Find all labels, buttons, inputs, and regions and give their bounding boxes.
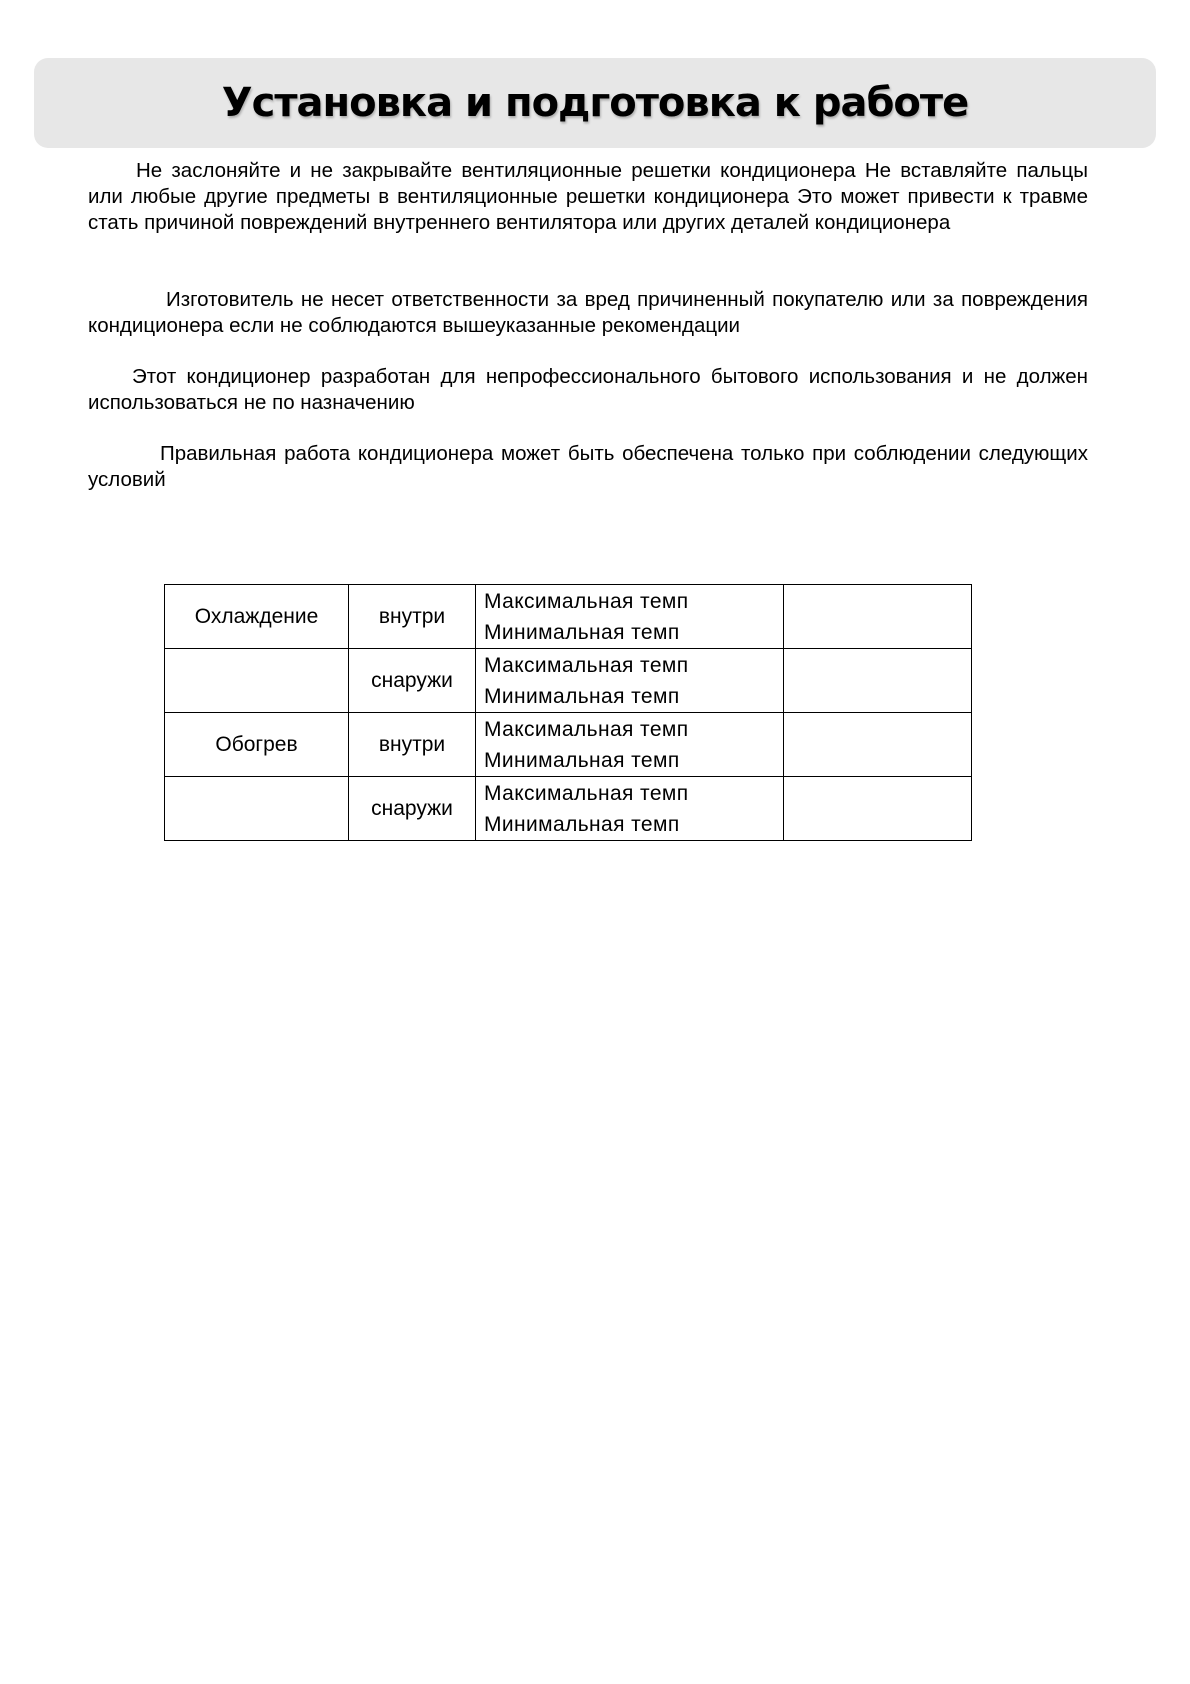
location-cell: снаружи bbox=[349, 649, 476, 713]
table-row bbox=[165, 649, 972, 713]
title-banner bbox=[34, 58, 1156, 148]
max-temp-label: Максимальная темп bbox=[484, 717, 689, 741]
min-temp-label: Минимальная темп bbox=[484, 620, 680, 644]
table-row bbox=[165, 713, 972, 777]
paragraph-ventilation-warning: Не заслоняйте и не закрывайте вентиляционные решетки кондиционера Не вставляйте пальцы или любые другие предметы в вентиляционные решетки кондиционера Это может привести к травме стать причиной повреждений внутреннего вентилятора или других деталей кондиционера bbox=[88, 159, 1088, 234]
paragraph-liability: Изготовитель не несет ответственности за вред причиненный покупателю или за повреждения кондиционера если не соблюдаются вышеуказанные рекомендации bbox=[88, 288, 1088, 337]
temperature-labels-cell bbox=[476, 777, 784, 841]
temperature-value-cell bbox=[784, 777, 972, 841]
temperature-labels-cell bbox=[476, 585, 784, 649]
max-temp-label: Максимальная темп bbox=[484, 589, 689, 613]
operating-temperature-table bbox=[164, 584, 972, 841]
location-cell: внутри bbox=[349, 585, 476, 649]
mode-cell bbox=[165, 777, 349, 841]
min-temp-label: Минимальная темп bbox=[484, 812, 680, 836]
temperature-value-cell bbox=[784, 649, 972, 713]
table-row bbox=[165, 585, 972, 649]
mode-cell: Обогрев bbox=[165, 713, 349, 777]
mode-cell bbox=[165, 649, 349, 713]
temperature-labels-cell bbox=[476, 713, 784, 777]
max-temp-label: Максимальная темп bbox=[484, 653, 689, 677]
table-row bbox=[165, 777, 972, 841]
min-temp-label: Минимальная темп bbox=[484, 748, 680, 772]
temperature-value-cell bbox=[784, 585, 972, 649]
temperature-value-cell bbox=[784, 713, 972, 777]
location-cell: снаружи bbox=[349, 777, 476, 841]
location-cell: внутри bbox=[349, 713, 476, 777]
mode-cell: Охлаждение bbox=[165, 585, 349, 649]
paragraph-intended-use: Этот кондиционер разработан для непрофессионального бытового использования и не должен использоваться не по назначению bbox=[88, 365, 1088, 414]
min-temp-label: Минимальная темп bbox=[484, 684, 680, 708]
temperature-labels-cell bbox=[476, 649, 784, 713]
paragraph-operating-conditions: Правильная работа кондиционера может быть обеспечена только при соблюдении следующих условий bbox=[88, 442, 1088, 491]
max-temp-label: Максимальная темп bbox=[484, 781, 689, 805]
page-title: Установка и подготовка к работе bbox=[221, 80, 969, 126]
